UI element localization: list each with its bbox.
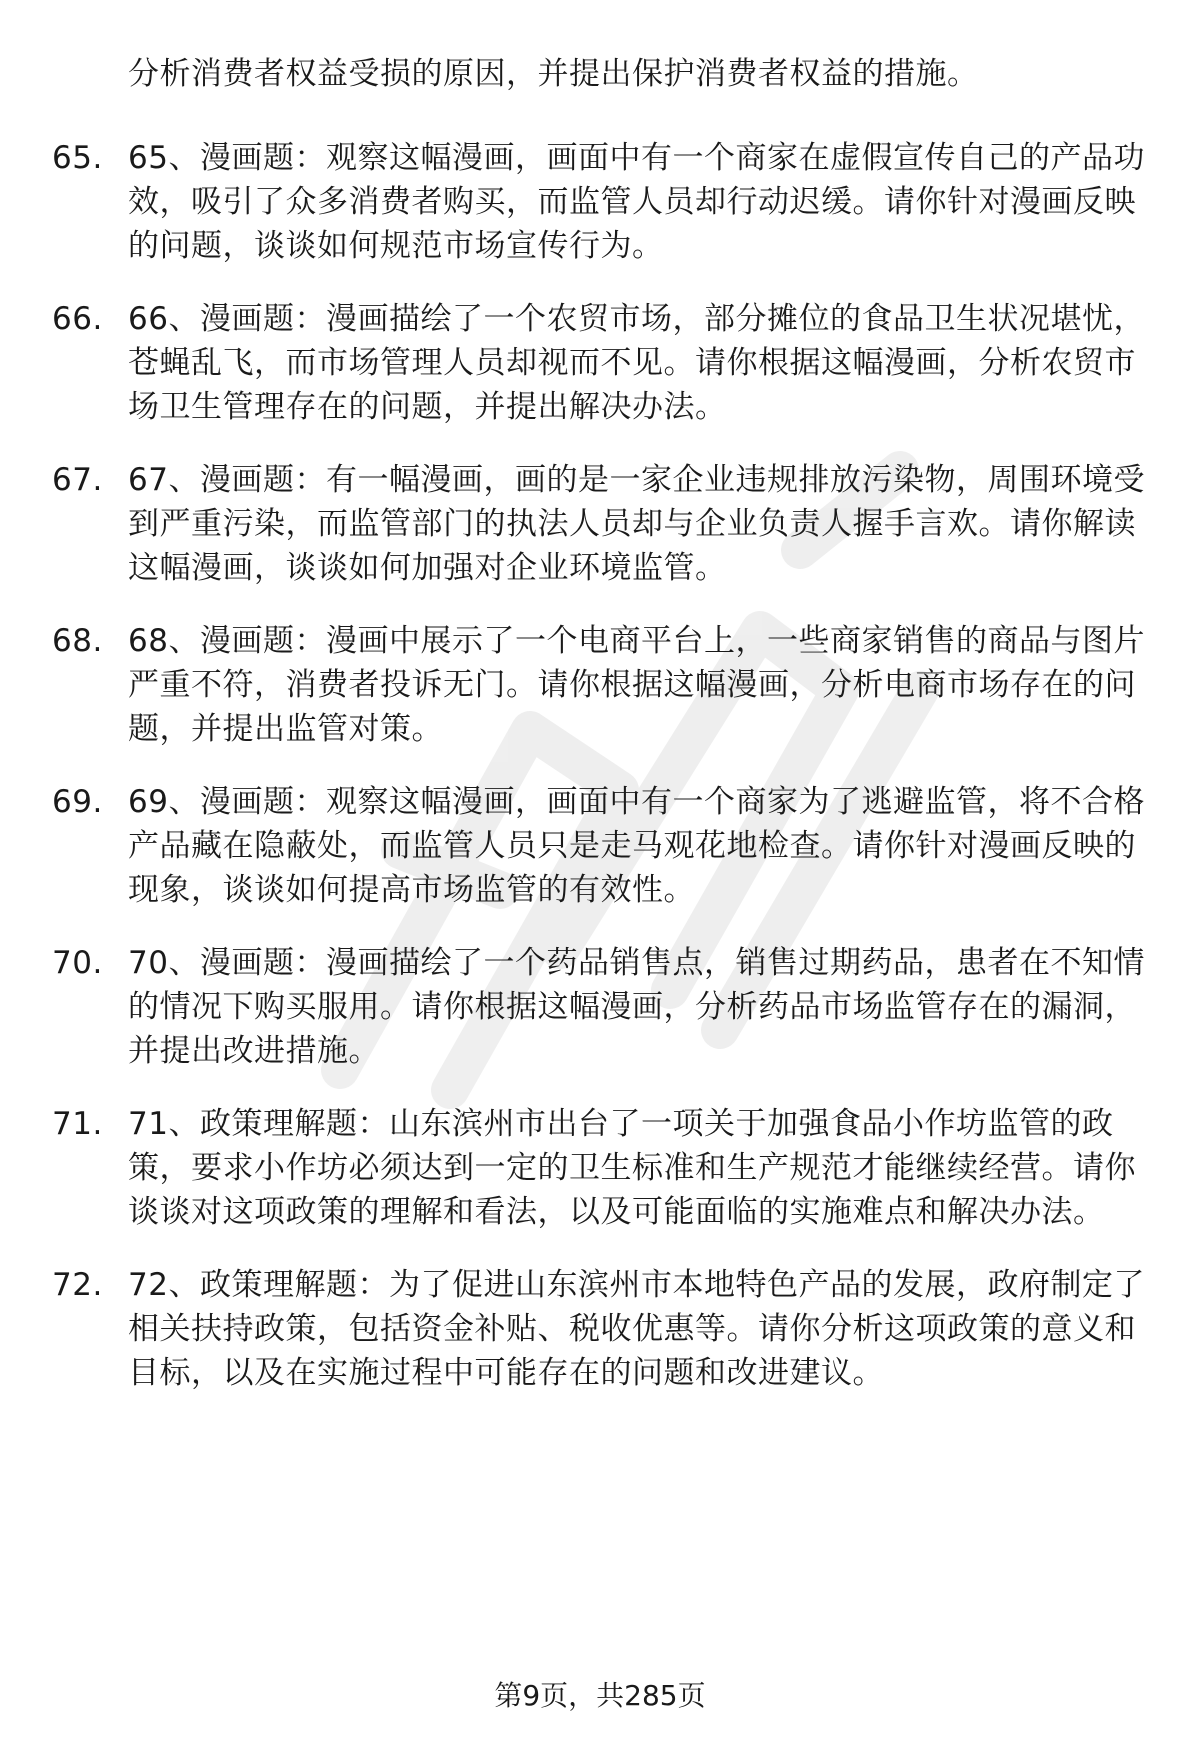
question-number: 66.	[52, 301, 103, 337]
list-item	[0, 1263, 1148, 1395]
question-text: 68、漫画题：漫画中展示了一个电商平台上，一些商家销售的商品与图片严重不符，消费者投诉无门。请你根据这幅漫画，分析电商市场存在的问题，并提出监管对策。	[128, 623, 1145, 747]
continuation-text: 分析消费者权益受损的原因，并提出保护消费者权益的措施。	[128, 56, 979, 92]
question-number: 70.	[52, 945, 103, 981]
question-text: 67、漫画题：有一幅漫画，画的是一家企业违规排放污染物，周围环境受到严重污染，而监管部门的执法人员却与企业负责人握手言欢。请你解读这幅漫画，谈谈如何加强对企业环境监管。	[128, 462, 1145, 586]
list-item	[0, 780, 1148, 912]
question-number: 69.	[52, 784, 103, 820]
list-item	[0, 136, 1148, 268]
question-text: 69、漫画题：观察这幅漫画，画面中有一个商家为了逃避监管，将不合格产品藏在隐蔽处，而监管人员只是走马观花地检查。请你针对漫画反映的现象，谈谈如何提高市场监管的有效性。	[128, 784, 1145, 908]
question-number: 68.	[52, 623, 103, 659]
list-item	[0, 458, 1148, 590]
list-item	[0, 619, 1148, 751]
question-number: 67.	[52, 462, 103, 498]
question-text: 70、漫画题：漫画描绘了一个药品销售点，销售过期药品，患者在不知情的情况下购买服用。请你根据这幅漫画，分析药品市场监管存在的漏洞，并提出改进措施。	[128, 945, 1145, 1069]
page-footer: 第9页，共285页	[494, 1679, 706, 1712]
question-text: 72、政策理解题：为了促进山东滨州市本地特色产品的发展，政府制定了相关扶持政策，包括资金补贴、税收优惠等。请你分析这项政策的意义和目标，以及在实施过程中可能存在的问题和改进建议。	[128, 1267, 1145, 1391]
list-item	[0, 297, 1148, 429]
question-text: 65、漫画题：观察这幅漫画，画面中有一个商家在虚假宣传自己的产品功效，吸引了众多消费者购买，而监管人员却行动迟缓。请你针对漫画反映的问题，谈谈如何规范市场宣传行为。	[128, 140, 1145, 264]
question-text: 71、政策理解题：山东滨州市出台了一项关于加强食品小作坊监管的政策，要求小作坊必须达到一定的卫生标准和生产规范才能继续经营。请你谈谈对这项政策的理解和看法，以及可能面临的实施难点和解决办法。	[128, 1106, 1136, 1230]
list-item	[0, 1102, 1148, 1234]
question-list	[0, 136, 1200, 1424]
question-number: 71.	[52, 1106, 103, 1142]
question-number: 65.	[52, 140, 103, 176]
question-text: 66、漫画题：漫画描绘了一个农贸市场，部分摊位的食品卫生状况堪忧，苍蝇乱飞，而市场管理人员却视而不见。请你根据这幅漫画，分析农贸市场卫生管理存在的问题，并提出解决办法。	[128, 301, 1145, 425]
list-item	[0, 941, 1148, 1073]
question-number: 72.	[52, 1267, 103, 1303]
